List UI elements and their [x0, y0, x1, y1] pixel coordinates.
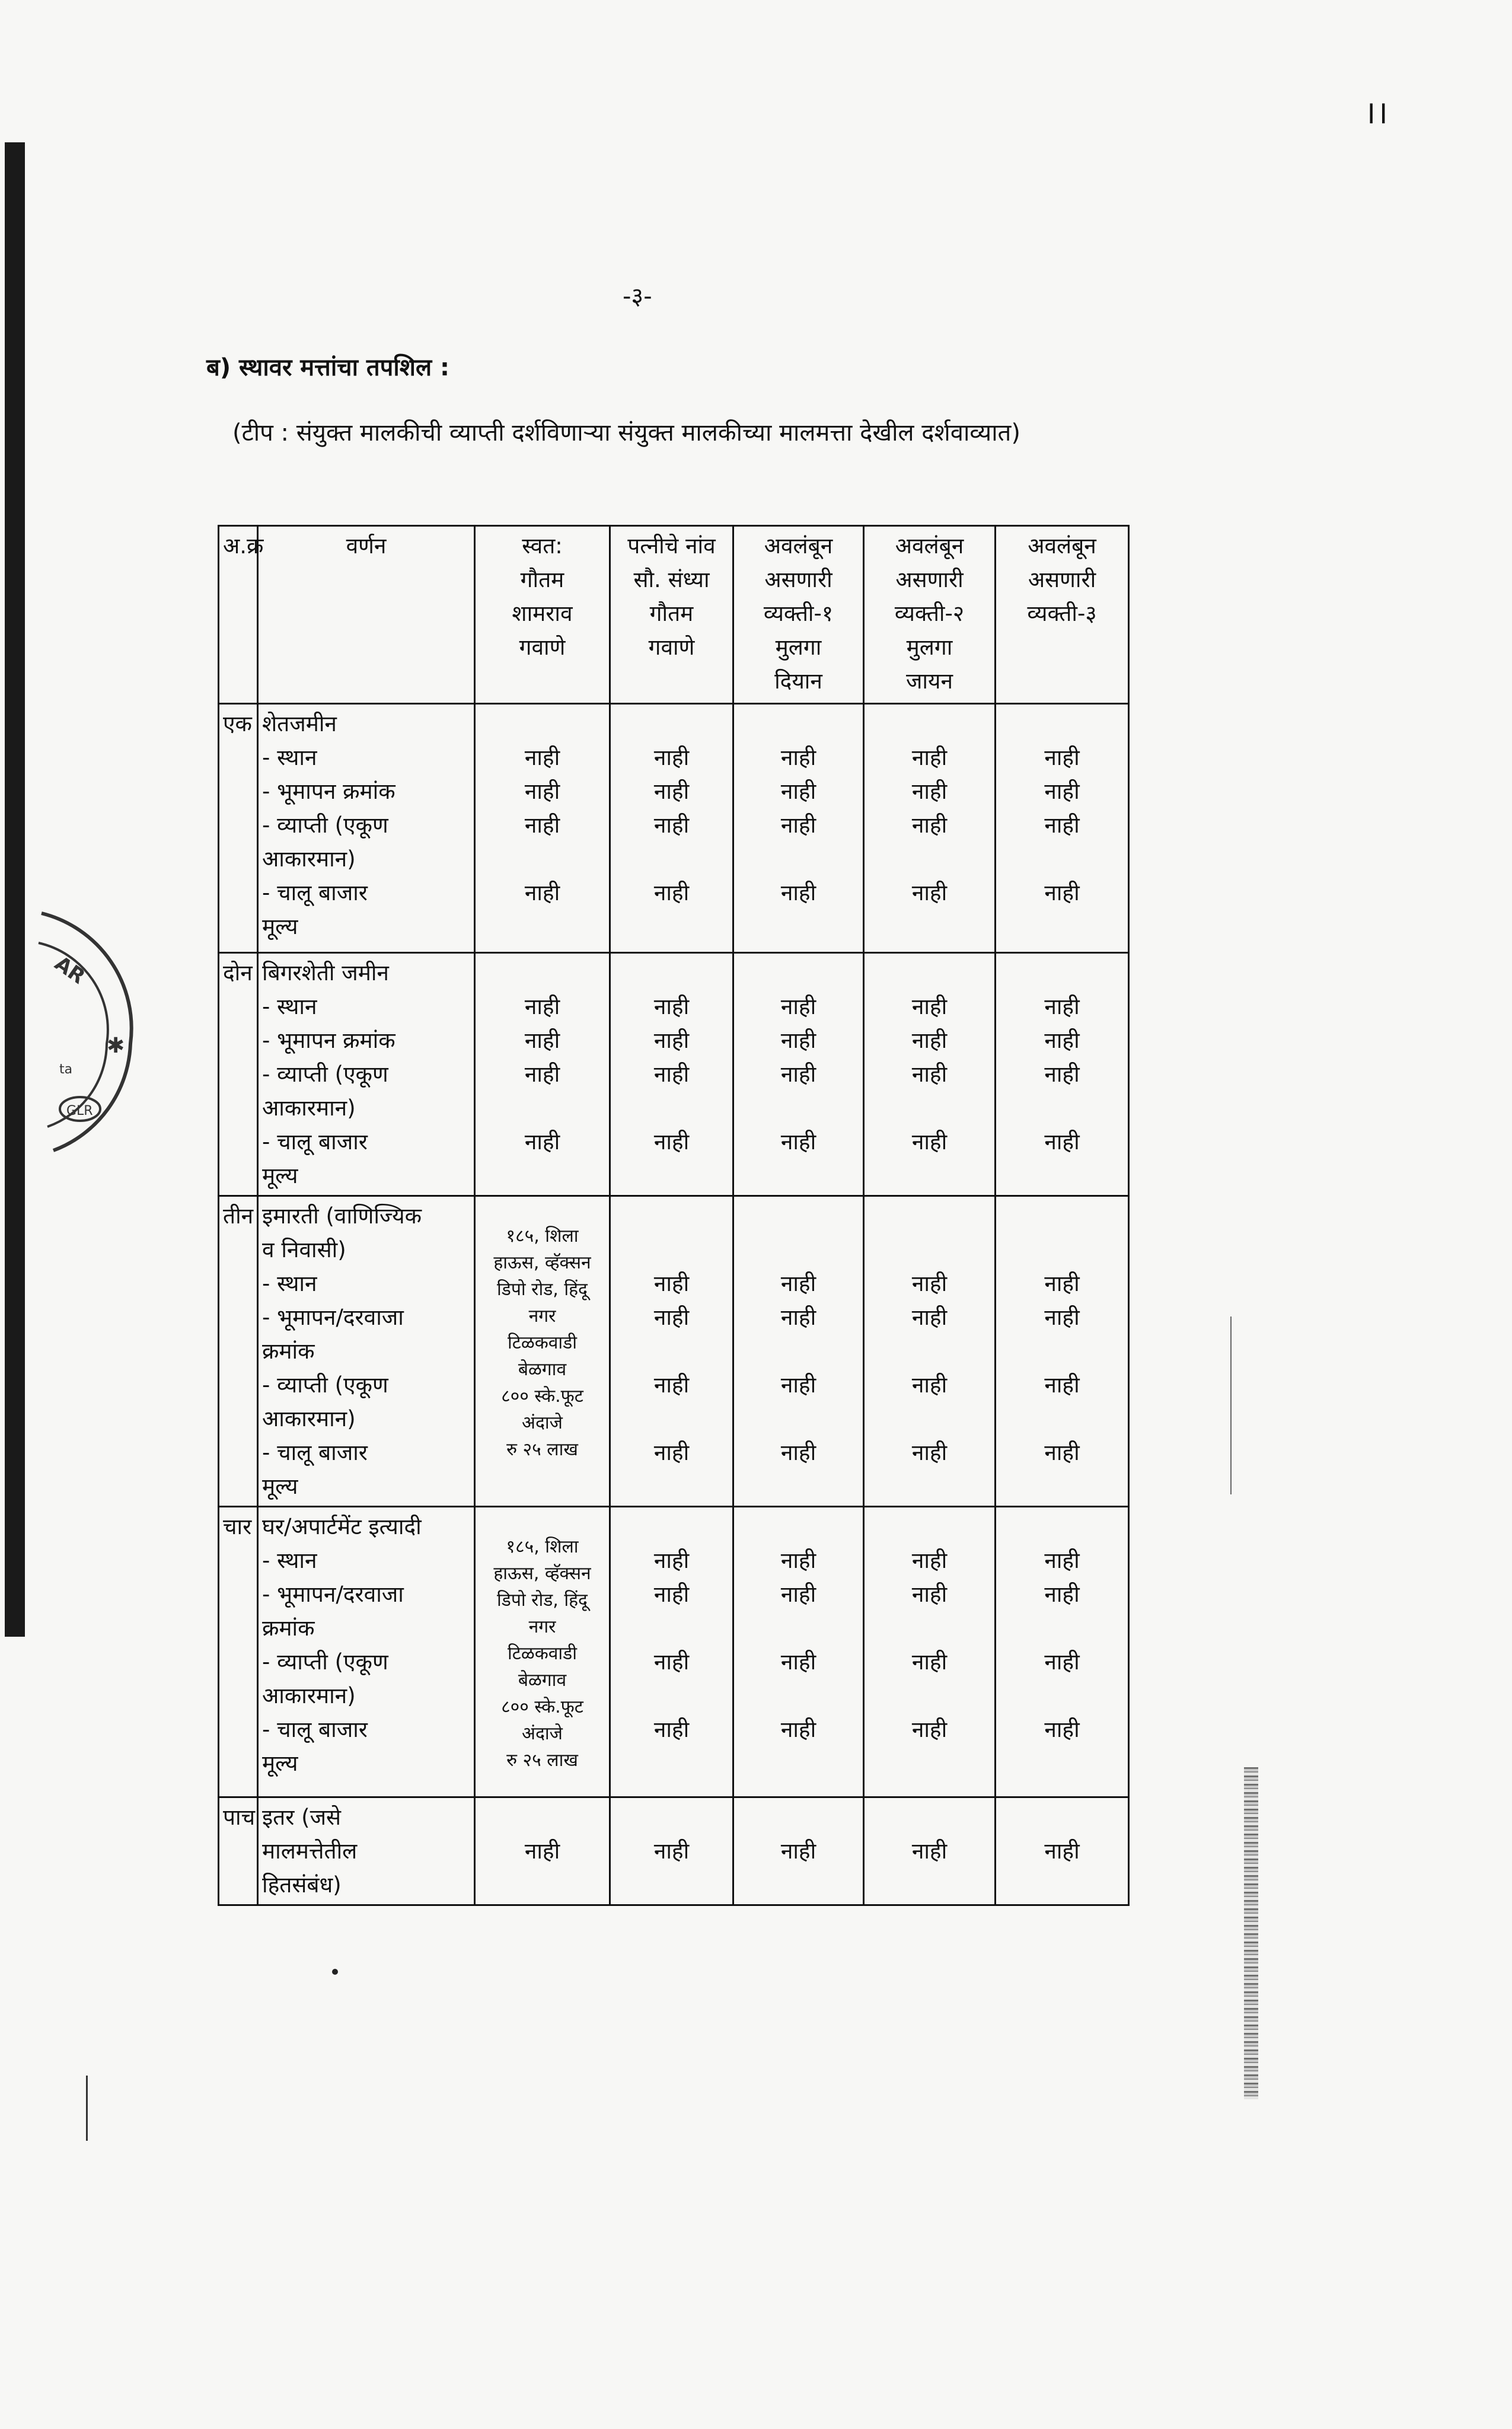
official-stamp: [36, 895, 142, 1156]
scan-mark: [1230, 1316, 1232, 1494]
table-header-row: [219, 526, 1129, 704]
self-property-address: १८५, शिला हाऊस, व्हॅक्सन डिपो रोड, हिंदू नगर टिळकवाडी बेळगाव ८०० स्के.फूट अंदाजे रु २५ लाख: [475, 1196, 610, 1507]
header-serial: अ.क्र: [219, 526, 258, 704]
value-cell: नाही नाही नाही नाही: [996, 953, 1129, 1196]
value-cell: नाही नाही नाही नाही: [733, 953, 864, 1196]
scan-dot: [332, 1969, 338, 1975]
header-dependent-2: अवलंबून असणारी व्यक्ती-२ मुलगा जायन: [864, 526, 996, 704]
row-description: बिगरशेती जमीन - स्थान - भूमापन क्रमांक - व्याप्ती (एकूण आकारमान) - चालू बाजार मूल्य: [258, 953, 475, 1196]
scan-edge-bar: [5, 142, 25, 1637]
svg-text:ta: ta: [59, 1062, 73, 1077]
row-description: इमारती (वाणिज्यिक व निवासी) - स्थान - भूमापन/दरवाजा क्रमांक - व्याप्ती (एकूण आकारमान) - चालू बाजार मूल्य: [258, 1196, 475, 1507]
scan-mark: [86, 2076, 88, 2141]
header-self: स्वत: गौतम शामराव गवाणे: [475, 526, 610, 704]
row-serial: चार: [219, 1507, 258, 1797]
header-dependent-1: अवलंबून असणारी व्यक्ती-१ मुलगा दियान: [733, 526, 864, 704]
row-description: इतर (जसे मालमत्तेतील हितसंबंध): [258, 1797, 475, 1905]
value-cell: नाही: [864, 1797, 996, 1905]
value-cell: नाही नाही नाही नाही: [610, 953, 733, 1196]
table-row-non-agricultural-land: [219, 953, 1129, 1196]
value-cell: नाही नाही नाही नाही: [996, 1196, 1129, 1507]
header-dependent-3: अवलंबून असणारी व्यक्ती-३: [996, 526, 1129, 704]
row-description: शेतजमीन - स्थान - भूमापन क्रमांक - व्याप्ती (एकूण आकारमान) - चालू बाजार मूल्य: [258, 704, 475, 953]
header-spouse: पत्नीचे नांव सौ. संध्या गौतम गवाणे: [610, 526, 733, 704]
table-row-other: [219, 1797, 1129, 1905]
row-serial: पाच: [219, 1797, 258, 1905]
page-number: -३-: [623, 283, 652, 310]
value-cell: नाही नाही नाही नाही: [610, 1196, 733, 1507]
note-text: (टीप : संयुक्त मालकीची व्याप्ती दर्शविणाऱ्या संयुक्त मालकीच्या मालमत्ता देखील दर्शवाव्यात): [232, 419, 1020, 447]
value-cell: नाही नाही नाही नाही: [733, 704, 864, 953]
row-description: घर/अपार्टमेंट इत्यादी - स्थान - भूमापन/दरवाजा क्रमांक - व्याप्ती (एकूण आकारमान) - चालू बाजार मूल्य: [258, 1507, 475, 1797]
immovable-assets-table: [218, 525, 1130, 1906]
value-cell: नाही नाही नाही नाही: [610, 1507, 733, 1797]
row-serial: एक: [219, 704, 258, 953]
value-cell: नाही: [475, 1797, 610, 1905]
header-description: वर्णन: [258, 526, 475, 704]
row-serial: दोन: [219, 953, 258, 1196]
scan-edge-noise: [1244, 1767, 1258, 2099]
svg-text:✱: ✱: [107, 1034, 125, 1058]
value-cell: नाही नाही नाही नाही: [864, 953, 996, 1196]
row-serial: तीन: [219, 1196, 258, 1507]
value-cell: नाही नाही नाही नाही: [996, 704, 1129, 953]
value-cell: नाही नाही नाही नाही: [864, 1507, 996, 1797]
page-mark: ।।: [1364, 94, 1388, 131]
value-cell: नाही: [996, 1797, 1129, 1905]
value-cell: नाही नाही नाही नाही: [733, 1196, 864, 1507]
table-row-house-apartment: [219, 1507, 1129, 1797]
value-cell: नाही नाही नाही नाही: [475, 953, 610, 1196]
table-row-agricultural-land: [219, 704, 1129, 953]
value-cell: नाही: [610, 1797, 733, 1905]
section-title: ब) स्थावर मत्तांचा तपशिल :: [206, 354, 449, 381]
svg-text:AR: AR: [50, 951, 90, 989]
value-cell: नाही नाही नाही नाही: [996, 1507, 1129, 1797]
value-cell: नाही नाही नाही नाही: [864, 1196, 996, 1507]
value-cell: नाही नाही नाही नाही: [864, 704, 996, 953]
value-cell: नाही नाही नाही नाही: [733, 1507, 864, 1797]
value-cell: नाही: [733, 1797, 864, 1905]
table-row-buildings: [219, 1196, 1129, 1507]
value-cell: नाही नाही नाही नाही: [475, 704, 610, 953]
svg-text:GLR: GLR: [66, 1104, 93, 1118]
self-property-address: १८५, शिला हाऊस, व्हॅक्सन डिपो रोड, हिंदू नगर टिळकवाडी बेळगाव ८०० स्के.फूट अंदाजे रु २५ लाख: [475, 1507, 610, 1797]
value-cell: नाही नाही नाही नाही: [610, 704, 733, 953]
